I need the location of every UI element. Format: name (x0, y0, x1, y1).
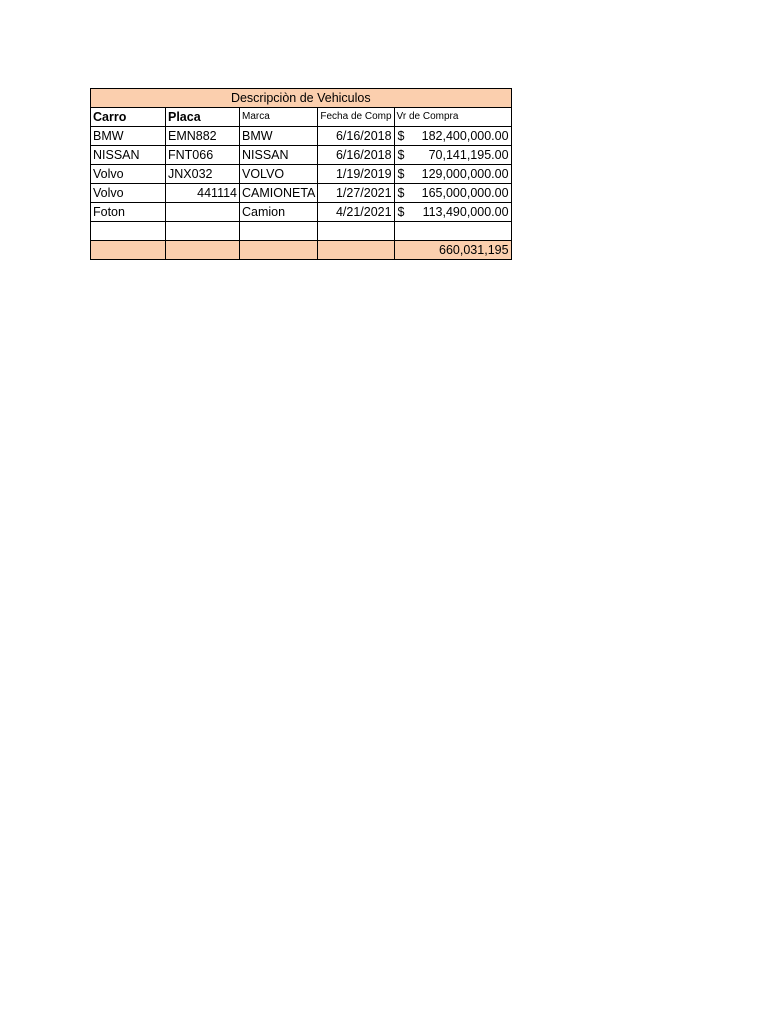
vehicle-table (90, 88, 512, 260)
currency-symbol: $ (397, 186, 405, 200)
empty-cell[interactable] (166, 222, 240, 241)
cell-placa[interactable]: JNX032 (166, 165, 240, 184)
total-empty-cell[interactable] (318, 241, 394, 260)
cell-valor[interactable] (394, 184, 511, 203)
cell-fecha[interactable]: 1/27/2021 (318, 184, 394, 203)
total-empty-cell[interactable] (240, 241, 318, 260)
cell-marca[interactable]: Camion (240, 203, 318, 222)
empty-row (91, 222, 512, 241)
table-title[interactable]: Descripciòn de Vehiculos (91, 89, 512, 108)
cell-valor-amount: 182,400,000.00 (421, 129, 509, 143)
header-marca[interactable]: Marca (240, 108, 318, 127)
cell-placa[interactable] (166, 203, 240, 222)
cell-valor-amount: 129,000,000.00 (421, 167, 509, 181)
header-fecha[interactable]: Fecha de Comp (318, 108, 394, 127)
cell-carro[interactable]: Volvo (91, 184, 166, 203)
header-carro[interactable]: Carro (91, 108, 166, 127)
total-value[interactable]: 660,031,195 (394, 241, 511, 260)
cell-valor-amount: 113,490,000.00 (422, 205, 509, 219)
total-row (91, 241, 512, 260)
table-row (91, 203, 512, 222)
cell-fecha[interactable]: 4/21/2021 (318, 203, 394, 222)
cell-valor[interactable] (394, 127, 511, 146)
table-row (91, 184, 512, 203)
cell-placa[interactable]: EMN882 (166, 127, 240, 146)
cell-placa[interactable]: FNT066 (166, 146, 240, 165)
empty-cell[interactable] (240, 222, 318, 241)
cell-valor[interactable] (394, 165, 511, 184)
cell-marca[interactable]: BMW (240, 127, 318, 146)
cell-fecha[interactable]: 1/19/2019 (318, 165, 394, 184)
empty-cell[interactable] (91, 222, 166, 241)
cell-fecha[interactable]: 6/16/2018 (318, 146, 394, 165)
title-row (91, 89, 512, 108)
header-placa[interactable]: Placa (166, 108, 240, 127)
header-row (91, 108, 512, 127)
header-valor[interactable]: Vr de Compra (394, 108, 511, 127)
cell-carro[interactable]: BMW (91, 127, 166, 146)
cell-valor[interactable] (394, 146, 511, 165)
cell-carro[interactable]: Volvo (91, 165, 166, 184)
total-empty-cell[interactable] (91, 241, 166, 260)
currency-symbol: $ (397, 167, 405, 181)
cell-carro[interactable]: NISSAN (91, 146, 166, 165)
table-row (91, 146, 512, 165)
total-empty-cell[interactable] (166, 241, 240, 260)
empty-cell[interactable] (318, 222, 394, 241)
cell-valor-amount: 70,141,195.00 (428, 148, 509, 162)
table-row (91, 165, 512, 184)
cell-carro[interactable]: Foton (91, 203, 166, 222)
cell-marca[interactable]: CAMIONETA (240, 184, 318, 203)
cell-placa[interactable]: 441114 (166, 184, 240, 203)
cell-fecha[interactable]: 6/16/2018 (318, 127, 394, 146)
cell-valor-amount: 165,000,000.00 (421, 186, 509, 200)
currency-symbol: $ (397, 148, 405, 162)
table-row (91, 127, 512, 146)
empty-cell[interactable] (394, 222, 511, 241)
cell-valor[interactable] (394, 203, 511, 222)
cell-marca[interactable]: NISSAN (240, 146, 318, 165)
cell-marca[interactable]: VOLVO (240, 165, 318, 184)
currency-symbol: $ (397, 129, 405, 143)
currency-symbol: $ (397, 205, 405, 219)
